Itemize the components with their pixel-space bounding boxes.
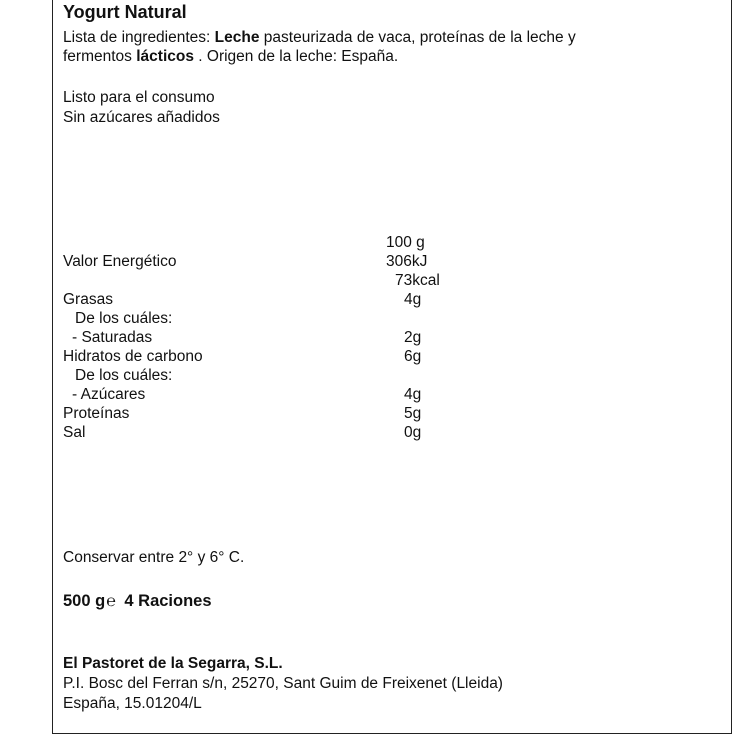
nutrition-value: 4g <box>404 291 422 308</box>
net-quantity <box>63 592 212 611</box>
nutrition-label: Proteínas <box>63 405 130 422</box>
company-registration: España, 15.01204/L <box>63 695 202 712</box>
ingredient-milk-bold: Leche <box>214 29 260 46</box>
claim-ready: Listo para el consumo <box>63 89 215 106</box>
nutrition-value: 73kcal <box>395 272 440 289</box>
company-address: P.I. Bosc del Ferran s/n, 25270, Sant Guim de Freixenet (Lleida) <box>63 675 503 692</box>
ingredients-line-1: Lista de ingredientes: Leche pasteurizada de vaca, proteínas de la leche y <box>63 29 576 46</box>
nutrition-label: De los cuáles: <box>75 310 173 327</box>
nutrition-value: 0g <box>404 424 422 441</box>
nutrition-value: 5g <box>404 405 422 422</box>
storage-instructions: Conservar entre 2° y 6° C. <box>63 549 245 566</box>
nutrition-label: - Saturadas <box>72 329 153 346</box>
nutrition-label: - Azúcares <box>72 386 146 403</box>
ingredient-lactic-bold: lácticos <box>136 48 194 65</box>
nutrition-value: 306kJ <box>386 253 428 270</box>
nutrition-value: 4g <box>404 386 422 403</box>
nutrition-label: Sal <box>63 424 86 441</box>
nutrition-label: Hidratos de carbono <box>63 348 203 365</box>
nutrition-value: 2g <box>404 329 422 346</box>
ingredients-line-2: fermentos lácticos . Origen de la leche: España. <box>63 48 399 65</box>
nutrition-label: De los cuáles: <box>75 367 173 384</box>
nutrition-label: Grasas <box>63 291 113 308</box>
claim-no-sugar: Sin azúcares añadidos <box>63 109 220 126</box>
nutrition-label: Valor Energético <box>63 253 177 270</box>
nutrition-value: 6g <box>404 348 422 365</box>
nutrition-header: 100 g <box>386 234 425 251</box>
product-title: Yogurt Natural <box>63 2 187 22</box>
net-weight: 500 g <box>63 592 106 610</box>
company-name: El Pastoret de la Segarra, S.L. <box>63 655 283 672</box>
portions: 4 Raciones <box>124 592 212 610</box>
estimated-sign-icon: ℮ <box>106 593 116 610</box>
